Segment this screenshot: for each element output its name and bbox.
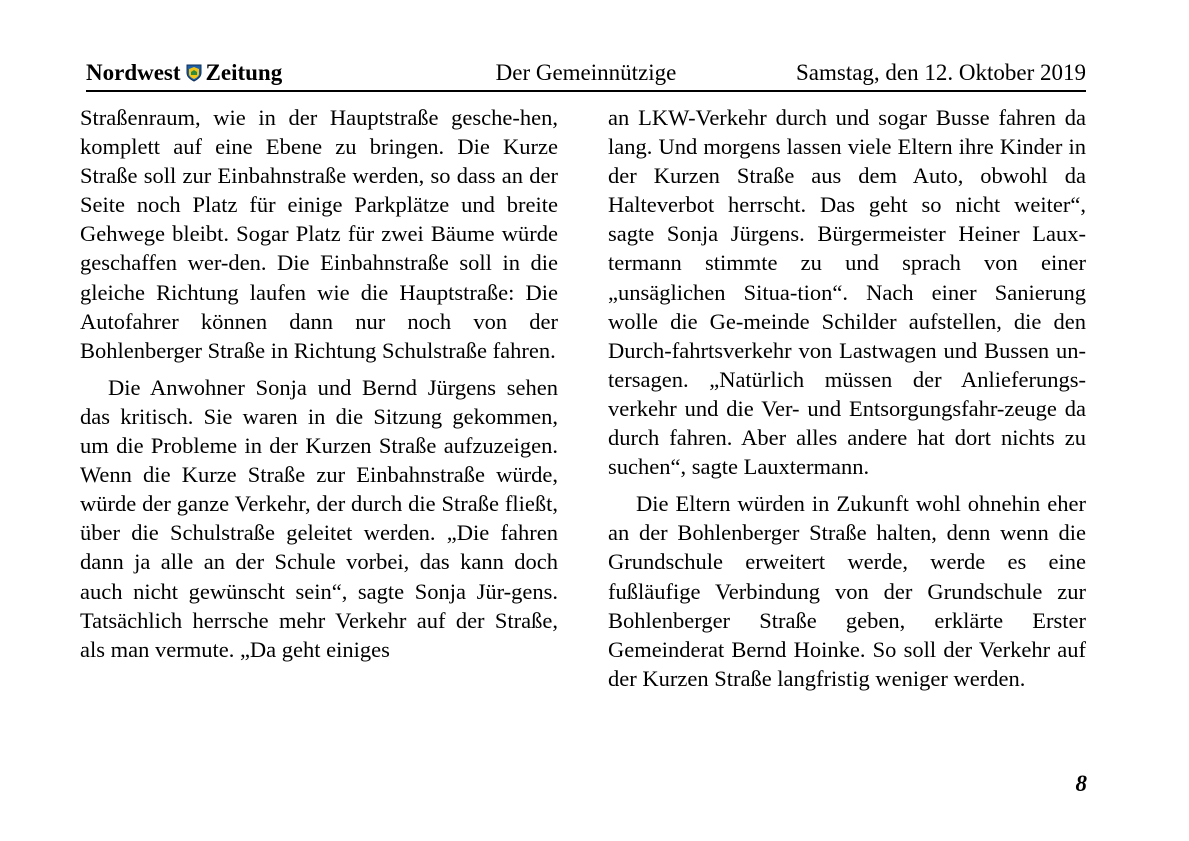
- page-header: [86, 58, 1086, 92]
- newspaper-masthead: [86, 58, 282, 88]
- article-column-right: [608, 103, 1086, 701]
- article-paragraph: Die Eltern würden in Zukunft wohl ohnehin eher an der Bohlenberger Straße halten, denn wenn die Grundschule erweitert werde, werde es eine fußläufige Verbindung von der Grundschule zur Bohlenberger Straße geben, erklärte Erster Gemeinderat Bernd Hoinke. So soll der Verkehr auf der Kurzen Straße langfristig weniger werden.: [608, 491, 1086, 691]
- masthead-word-zeitung: Zeitung: [205, 60, 283, 85]
- issue-date: Samstag, den 12. Oktober 2019: [795, 60, 1086, 85]
- article-paragraph: Die Anwohner Sonja und Bernd Jürgens sehen das kritisch. Sie waren in die Sitzung gekommen, um die Probleme in der Kurzen Straße aufzuzeigen. Wenn die Kurze Straße zur Einbahnstraße würde, würde der ganze Verkehr, der durch die Straße fließt, über die Schulstraße geleitet werden. „Die fahren dann ja alle an der Schule vorbei, das kann doch auch nicht gewünscht sein“, sagte Sonja Jür-gens. Tatsächlich herrsche mehr Verkehr auf der Straße, als man vermute. „Da geht einiges: [80, 374, 558, 662]
- page-number: 8: [1075, 771, 1087, 796]
- article-paragraph: an LKW-Verkehr durch und sogar Busse fahren da lang. Und morgens lassen viele Eltern ihre Kinder in der Kurzen Straße aus dem Auto, obwohl da Halteverbot herrscht. Das geht so nicht weiter“, sagte Sonja Jürgens. Bürgermeister Heiner Laux-termann stimmte zu und sprach von einer „unsäglichen Situa-tion“. Nach einer Sanierung wolle die Ge-meinde Schilder aufstellen, die den Durch-fahrtsverkehr von Lastwagen und Bussen un-tersagen. „Natürlich müssen der Anlieferungs-verkehr und die Ver- und Entsorgungsfahr-zeuge da durch fahren. Aber alles andere hat dort nichts zu suchen“, sagte Lauxtermann.: [608, 105, 1086, 480]
- article-paragraph: Straßenraum, wie in der Hauptstraße gesche-hen, komplett auf eine Ebene zu bringen. Die Kurze Straße soll zur Einbahnstraße werden, so dass an der Seite noch Platz für einige Parkplätze und breite Gehwege bleibt. Sogar Platz für zwei Bäume würde geschaffen wer-den. Die Einbahnstraße soll in die gleiche Richtung laufen wie die Hauptstraße: Die Autofahrer können dann nur noch von der Bohlenberger Straße in Richtung Schulstraße fahren.: [80, 105, 558, 363]
- masthead-word-nordwest: Nordwest: [86, 60, 181, 85]
- coat-of-arms-icon: [186, 64, 202, 82]
- article-column-left: [80, 103, 558, 672]
- publication-title: Der Gemeinnützige: [495, 60, 677, 85]
